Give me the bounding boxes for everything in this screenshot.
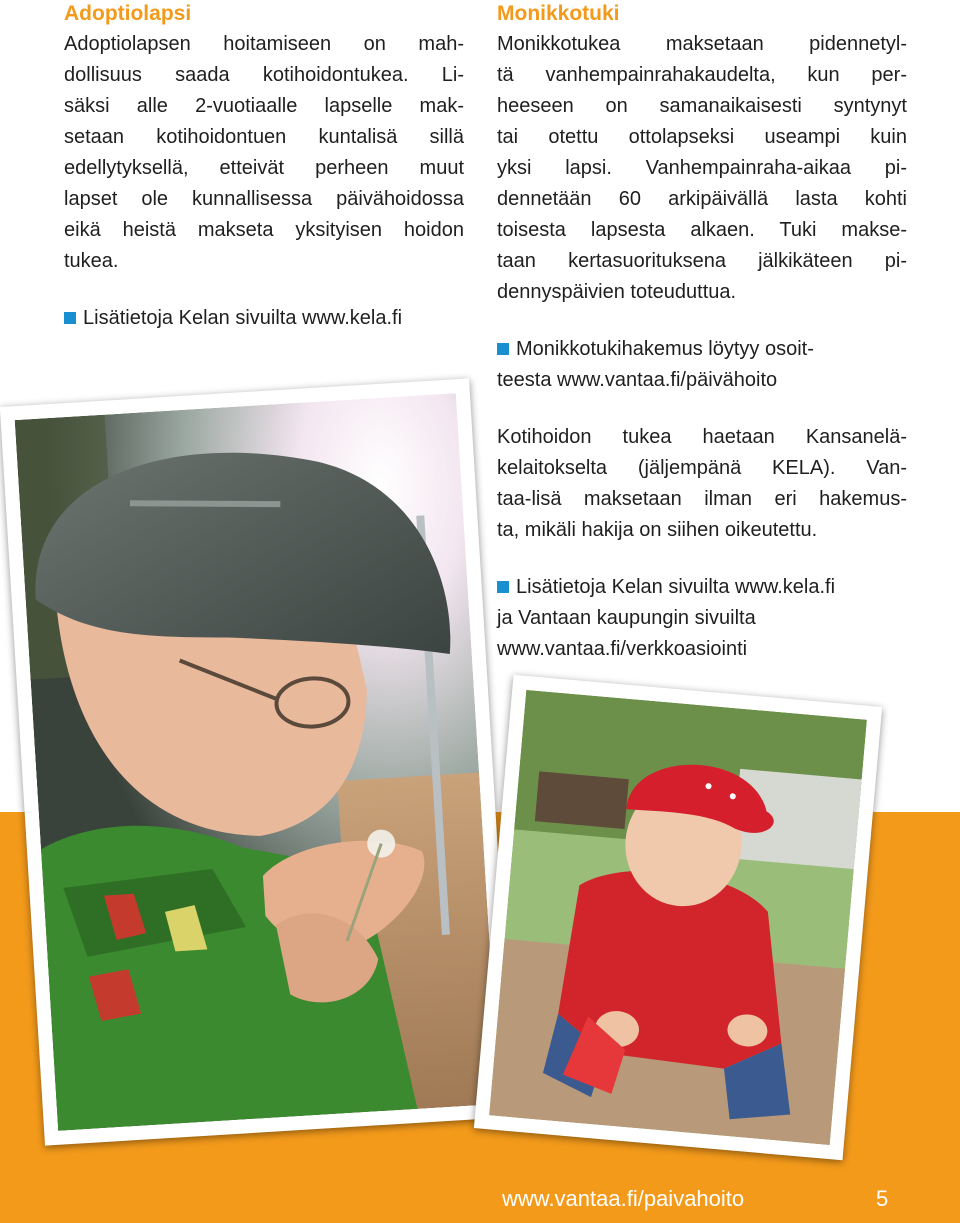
- body-line: taan kertasuorituksena jälkikäteen pi-: [497, 250, 907, 272]
- adoptiolapsi-section: [64, 0, 464, 334]
- body-line: tä vanhempainrahakaudelta, kun per-: [497, 64, 907, 86]
- body-line: eikä heistä makseta yksityisen hoidon: [64, 219, 464, 241]
- monikkotuki-heading: Monikkotuki: [497, 2, 620, 25]
- monikkotuki-body: [497, 29, 907, 308]
- bullet-square-icon: [64, 312, 76, 324]
- photo-toddler-image: [489, 690, 867, 1145]
- boy-photo-illustration: [15, 393, 500, 1131]
- hakemus-paragraph[interactable]: [497, 334, 907, 396]
- kotihoito-paragraph: [497, 422, 907, 546]
- footer-url[interactable]: www.vantaa.fi/paivahoito: [502, 1186, 745, 1211]
- hakemus-line: Monikkotukihakemus löytyy osoit-: [516, 338, 814, 360]
- adoptiolapsi-heading: Adoptiolapsi: [64, 2, 192, 25]
- body-line: kelaitokselta (jäljempänä KELA). Van-: [497, 457, 907, 479]
- adoptiolapsi-body: [64, 29, 464, 277]
- body-line: lapset ole kunnallisessa päivähoidossa: [64, 188, 464, 210]
- toddler-photo-illustration: [489, 690, 867, 1145]
- body-line: heeseen on samanaikaisesti syntynyt: [497, 95, 907, 117]
- body-line: Adoptiolapsen hoitamiseen on mah-: [64, 33, 464, 55]
- body-line: setaan kotihoidontuen kuntalisä sillä: [64, 126, 464, 148]
- photo-toddler-sandbox: [474, 675, 882, 1161]
- photo-boy-image: [15, 393, 500, 1131]
- bullet-square-icon: [497, 581, 509, 593]
- body-line: Kotihoidon tukea haetaan Kansanelä-: [497, 426, 907, 448]
- lisatietoja-link-line[interactable]: www.vantaa.fi/verkkoasiointi: [497, 638, 748, 660]
- hakemus-link-line[interactable]: teesta www.vantaa.fi/päivähoito: [497, 369, 778, 391]
- body-line: edellytyksellä, etteivät perheen muut: [64, 157, 464, 179]
- body-line: toisesta lapsesta alkaen. Tuki makse-: [497, 219, 907, 241]
- body-line: Monikkotukea maksetaan pidennetyl-: [497, 33, 907, 55]
- body-line: yksi lapsi. Vanhempainraha-aikaa pi-: [497, 157, 907, 179]
- body-line: dollisuus saada kotihoidontukea. Li-: [64, 64, 464, 86]
- body-line: dennetään 60 arkipäivällä lasta kohti: [497, 188, 907, 210]
- body-line: tai otettu ottolapseksi useampi kuin: [497, 126, 907, 148]
- page-number: 5: [876, 1186, 889, 1211]
- body-line: dennyspäivien toteuduttua.: [497, 281, 737, 303]
- kela-link-text[interactable]: Lisätietoja Kelan sivuilta www.kela.fi: [83, 307, 403, 329]
- lisatietoja-line[interactable]: Lisätietoja Kelan sivuilta www.kela.fi: [516, 576, 836, 598]
- kela-link-paragraph[interactable]: [64, 303, 464, 334]
- bullet-square-icon: [497, 343, 509, 355]
- lisatietoja-paragraph[interactable]: [497, 572, 907, 665]
- body-line: säksi alle 2-vuotiaalle lapselle mak-: [64, 95, 464, 117]
- lisatietoja-line: ja Vantaan kaupungin sivuilta: [497, 607, 756, 629]
- monikkotuki-section: [497, 0, 907, 665]
- body-line: taa-lisä maksetaan ilman eri hakemus-: [497, 488, 907, 510]
- body-line: ta, mikäli hakija on siihen oikeutettu.: [497, 519, 818, 541]
- photo-boy-dandelion: [0, 378, 514, 1145]
- body-line: tukea.: [64, 250, 119, 272]
